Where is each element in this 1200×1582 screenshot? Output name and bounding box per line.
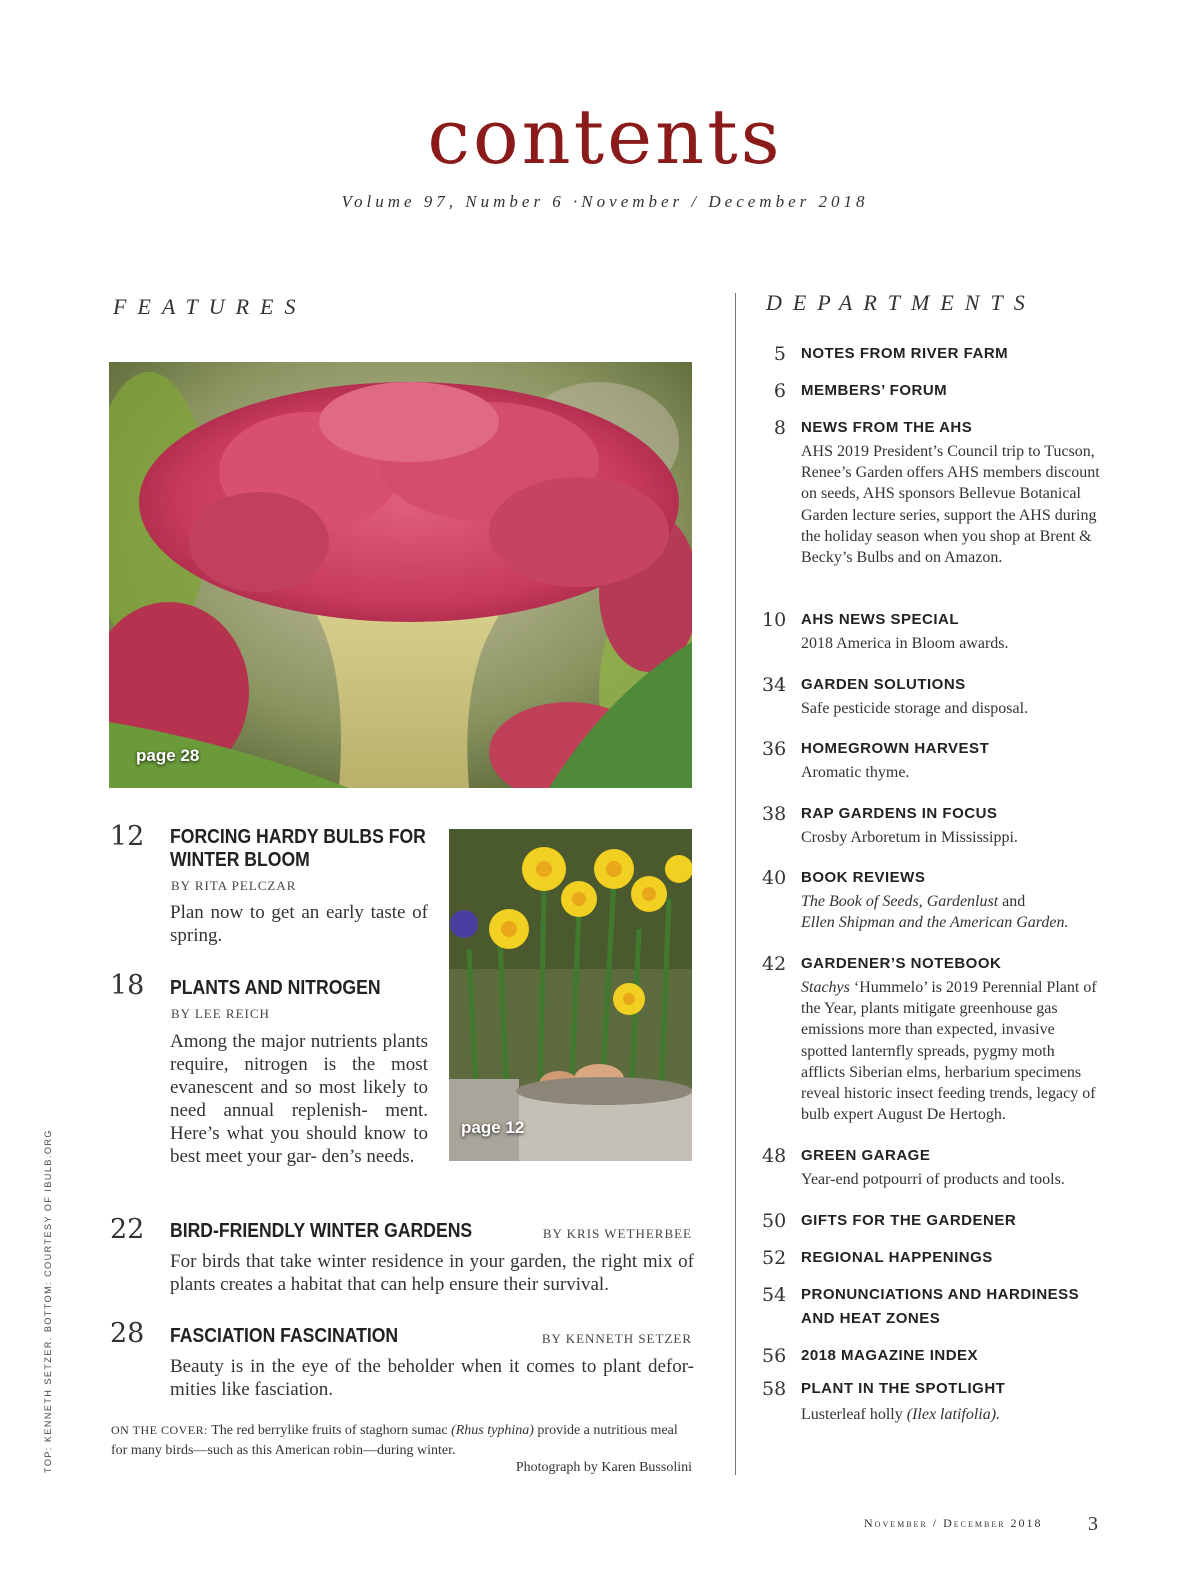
department-page-number: 48: [762, 1145, 787, 1167]
feature-title-line[interactable]: FORCING HARDY BULBS FOR: [170, 826, 426, 848]
department-title[interactable]: HOMEGROWN HARVEST: [801, 740, 990, 757]
department-title[interactable]: REGIONAL HAPPENINGS: [801, 1249, 993, 1266]
department-page-number: 40: [762, 867, 787, 889]
cover-note-lead: ON THE COVER:: [111, 1423, 208, 1437]
feature-byline: BY KRIS WETHERBEE: [542, 1226, 692, 1241]
department-page-number: 5: [773, 343, 786, 365]
feature-page-number: 28: [110, 1318, 145, 1349]
department-description-text: ‘Hummelo’ is 2019 Perennial Plant of the Year, plants mitigate greenhouse gas emissions more than expected, invasive spotted lanternfly spreads, pygmy moth afflicts Siberian elms, herbarium specimens reveal historic insect feeding trends, legacy of bulb expert August De Hertogh.: [801, 979, 1097, 1124]
department-page-number: 50: [762, 1210, 787, 1232]
department-title[interactable]: PLANT IN THE SPOTLIGHT: [801, 1380, 1006, 1397]
daffodil-photo: [449, 829, 692, 1161]
department-page-number: 8: [773, 417, 786, 439]
feature-title[interactable]: BIRD-FRIENDLY WINTER GARDENS: [170, 1220, 473, 1242]
department-title[interactable]: MEMBERS’ FORUM: [801, 382, 948, 399]
feature-byline: BY KENNETH SETZER: [541, 1331, 692, 1346]
department-description-text: Lusterleaf holly: [801, 1406, 903, 1423]
department-description: 2018 America in Bloom awards.: [801, 635, 1009, 652]
department-description: [801, 977, 1101, 1125]
feature-title[interactable]: [170, 826, 434, 872]
feature-description: Beauty is in the eye of the beholder when it comes to plant defor- mities like fasciation.: [170, 1356, 694, 1400]
department-page-number: 6: [773, 380, 786, 402]
feature-page-number: 12: [110, 821, 145, 852]
departments-heading: DEPARTMENTS: [766, 290, 1036, 315]
department-description: [801, 891, 1101, 933]
plant-genus: Stachys: [801, 979, 850, 996]
feature-description: For birds that take winter residence in your garden, the right mix of plants creates a habitat that can help ensure their survival.: [170, 1251, 694, 1295]
cover-note-text: provide a nutritious meal for many birds—such as this American robin—during winter.: [111, 1423, 678, 1458]
column-divider: [735, 293, 736, 1475]
cover-note-species: (Rhus typhina): [451, 1423, 534, 1438]
department-title[interactable]: AHS NEWS SPECIAL: [801, 611, 960, 628]
department-description: Safe pesticide storage and disposal.: [801, 700, 1029, 717]
department-title[interactable]: GIFTS FOR THE GARDENER: [801, 1212, 1017, 1229]
department-page-number: 58: [762, 1378, 787, 1400]
department-page-number: 34: [762, 674, 787, 696]
feature-title-line[interactable]: WINTER BLOOM: [170, 849, 310, 871]
plant-species: (Ilex latifolia).: [906, 1406, 1001, 1423]
feature-title[interactable]: FASCIATION FASCINATION: [170, 1325, 399, 1347]
feature-title[interactable]: PLANTS AND NITROGEN: [170, 977, 381, 999]
department-title[interactable]: GREEN GARAGE: [801, 1147, 931, 1164]
department-title[interactable]: 2018 MAGAZINE INDEX: [801, 1347, 979, 1364]
issue-line: Volume 97, Number 6 ·November / December 2018: [341, 192, 869, 211]
department-description: Aromatic thyme.: [801, 764, 910, 781]
features-heading: FEATURES: [113, 294, 307, 319]
feature-description: Plan now to get an early taste of spring.: [170, 902, 428, 946]
conjunction: and: [1002, 893, 1026, 910]
book-titles: The Book of Seeds, Gardenlust: [801, 893, 999, 910]
department-description: [801, 1404, 1101, 1425]
department-page-number: 38: [762, 803, 787, 825]
book-titles: Ellen Shipman and the American Garden.: [801, 914, 1069, 932]
cover-photo-credit: Photograph by Karen Bussolini: [515, 1460, 692, 1475]
department-description: Crosby Arboretum in Mississippi.: [801, 829, 1018, 846]
department-title[interactable]: NOTES FROM RIVER FARM: [801, 345, 1009, 362]
page-title: contents: [427, 92, 783, 181]
feature-page-number: 22: [110, 1214, 145, 1245]
celosia-photo: [109, 362, 692, 788]
department-title[interactable]: GARDENER’S NOTEBOOK: [801, 955, 1002, 972]
department-title[interactable]: RAP GARDENS IN FOCUS: [801, 805, 998, 822]
page-number: 3: [1088, 1513, 1098, 1535]
department-page-number: 36: [762, 738, 787, 760]
feature-description: Among the major nutrients plants require, nitrogen is the most evanescent and so most likely to need annual replenish- ment. Here’s what you should know to best meet your gar- den’s needs.: [170, 1031, 428, 1167]
department-title-line[interactable]: PRONUNCIATIONS AND HARDINESS: [801, 1286, 1080, 1303]
department-page-number: 42: [762, 953, 787, 975]
department-title[interactable]: BOOK REVIEWS: [801, 869, 926, 886]
feature-byline: BY RITA PELCZAR: [171, 878, 297, 893]
footer-issue: November / December 2018: [864, 1516, 1043, 1530]
department-page-number: 54: [762, 1284, 787, 1306]
cover-note: [111, 1420, 696, 1461]
photo-page-label: page 12: [461, 1118, 525, 1137]
department-title[interactable]: [801, 1283, 1079, 1331]
feature-byline: BY LEE REICH: [171, 1006, 270, 1021]
department-title[interactable]: GARDEN SOLUTIONS: [801, 676, 966, 693]
feature-page-number: 18: [110, 970, 145, 1001]
department-title[interactable]: NEWS FROM THE AHS: [801, 419, 973, 436]
department-page-number: 10: [762, 609, 787, 631]
photo-page-label: page 28: [136, 746, 200, 765]
department-description: AHS 2019 President’s Council trip to Tucson, Renee’s Garden offers AHS members discount on seeds, AHS sponsors Bellevue Botanical Garden lecture series, support the AHS during the holiday season when you shop at Brent & Becky’s Bulbs and on Amazon.: [801, 443, 1100, 567]
department-description: Year-end potpourri of products and tools.: [801, 1171, 1065, 1188]
photo-credit-vertical: TOP: KENNETH SETZER. BOTTOM: COURTESY OF IBULB.ORG: [43, 1129, 53, 1473]
department-page-number: 56: [762, 1345, 787, 1367]
department-title-line[interactable]: AND HEAT ZONES: [801, 1310, 941, 1327]
department-page-number: 52: [762, 1247, 787, 1269]
cover-note-text: The red berrylike fruits of staghorn sumac: [211, 1423, 448, 1438]
